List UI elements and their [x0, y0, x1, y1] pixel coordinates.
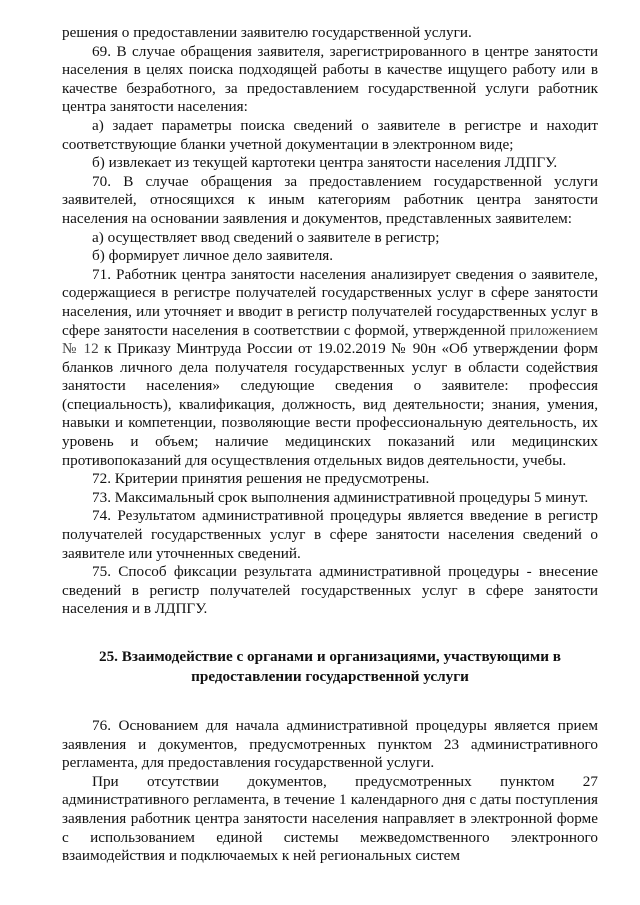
paragraph-74: 74. Результатом административной процедуры является введение в регистр получателей государственных услуг в сфере занятости населения сведений о заявителе или уточненных сведений.: [62, 507, 598, 562]
section-25-heading: 25. Взаимодействие с органами и организациями, участвующими в предоставлении государственной услуги: [98, 648, 562, 685]
paragraph-70a: а) осуществляет ввод сведений о заявителе в регистр;: [92, 228, 440, 246]
appendix-12-link[interactable]: приложением № 12: [62, 321, 598, 358]
paragraph-71: [62, 266, 598, 471]
paragraph-69b: б) извлекает из текущей картотеки центра занятости населения ЛДПГУ.: [92, 154, 558, 172]
paragraph-70b: б) формирует личное дело заявителя.: [92, 247, 334, 265]
document-page: [62, 24, 598, 866]
paragraph-69a: а) задает параметры поиска сведений о заявителе в регистре и находит соответствующие бланки учетной документации в электронном виде;: [62, 116, 598, 153]
paragraph-69: 69. В случае обращения заявителя, зарегистрированного в центре занятости населения в целях поиска подходящей работы в качестве ищущего работу или в качестве безработного, за предоставлением государственной услуги работник центра занятости населения:: [62, 42, 598, 116]
paragraph-70: 70. В случае обращения за предоставлением государственной услуги заявителей, относящихся к иным категориям работник центра занятости населения на основании заявления и документов, представленных заявителем:: [62, 172, 598, 227]
paragraph-71-text-end: к Приказу Минтруда России от 19.02.2019 № 90н «Об утверждении форм бланков личного дела получателя государственных услуг в области содействия занятости населения» следующие сведения о заявителе: профессия (специальность), квалификация, должность, вид деятельности; знания, умения, навыки и компетенции, позволяющие вести профессиональную деятельность, их уровень и объем; наличие медицинских показаний или медицинских противопоказаний для осуществления отдельных видов деятельности, учебы.: [62, 340, 598, 469]
paragraph-73: 73. Максимальный срок выполнения административной процедуры 5 минут.: [92, 488, 589, 506]
paragraph-71-text-start: 71. Работник центра занятости населения анализирует сведения о заявителе, содержащиеся в регистре получателей государственных услуг в сфере занятости населения, или уточняет и вводит в регистр получателей государственных услуг в сфере занятости населения в соответствии с формой, утвержденной: [62, 265, 598, 339]
paragraph-75: 75. Способ фиксации результата административной процедуры - внесение сведений в регистр получателей государственных услуг в сфере занятости населения и в ЛДПГУ.: [62, 563, 598, 618]
paragraph-72: 72. Критерии принятия решения не предусмотрены.: [92, 470, 430, 488]
paragraph-76-continuation: При отсутствии документов, предусмотренных пунктом 27 административного регламента, в течение 1 календарного дня с даты поступления заявления работник центра занятости населения направляет в электронной форме с использованием единой системы межведомственного электронного взаимодействия и подключаемых к ней региональных систем: [62, 772, 598, 865]
paragraph-76: 76. Основанием для начала административной процедуры является прием заявления и документов, предусмотренных пунктом 23 административного регламента, для предоставления государственной услуги.: [62, 717, 598, 772]
paragraph-intro: решения о предоставлении заявителю государственной услуги.: [62, 24, 472, 41]
